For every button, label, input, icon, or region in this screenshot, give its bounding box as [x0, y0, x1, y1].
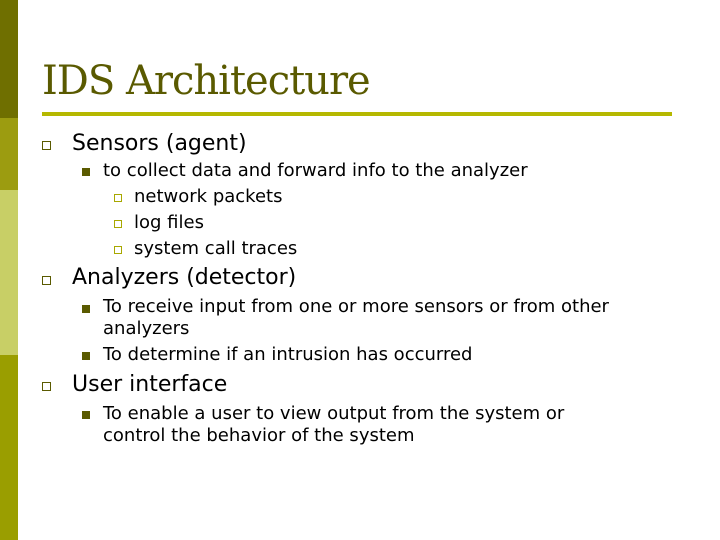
sensor-item-network-packets: network packets: [134, 186, 283, 207]
filled-square-bullet-icon: [82, 352, 90, 360]
filled-square-bullet-icon: [82, 305, 90, 313]
bullet-analyzers: Analyzers (detector): [72, 265, 297, 290]
slide-title: IDS Architecture: [42, 58, 370, 104]
sensor-item-system-call-traces: system call traces: [134, 238, 298, 259]
bullet-analyzers-sub1-line2: analyzers: [103, 318, 190, 339]
square-bullet-icon: [42, 382, 51, 391]
hollow-square-bullet-icon: [114, 220, 122, 228]
square-bullet-icon: [42, 276, 51, 285]
hollow-square-bullet-icon: [114, 194, 122, 202]
title-underline: [42, 112, 672, 116]
hollow-square-bullet-icon: [114, 246, 122, 254]
filled-square-bullet-icon: [82, 411, 90, 419]
bullet-user-interface: User interface: [72, 372, 228, 397]
filled-square-bullet-icon: [82, 168, 90, 176]
bullet-sensors: Sensors (agent): [72, 131, 247, 156]
square-bullet-icon: [42, 141, 51, 150]
bullet-analyzers-sub1-line1: To receive input from one or more sensors or from other: [103, 296, 609, 317]
bullet-analyzers-sub2: To determine if an intrusion has occurred: [103, 344, 473, 365]
bullet-ui-sub-line1: To enable a user to view output from the system or: [103, 403, 565, 424]
side-band-3: [0, 190, 18, 355]
sensor-item-log-files: log files: [134, 212, 204, 233]
side-band-bottom: [0, 355, 18, 540]
bullet-ui-sub-line2: control the behavior of the system: [103, 425, 415, 446]
side-band-top: [0, 0, 18, 118]
bullet-sensors-sub: to collect data and forward info to the analyzer: [103, 160, 528, 181]
side-band-2: [0, 118, 18, 190]
